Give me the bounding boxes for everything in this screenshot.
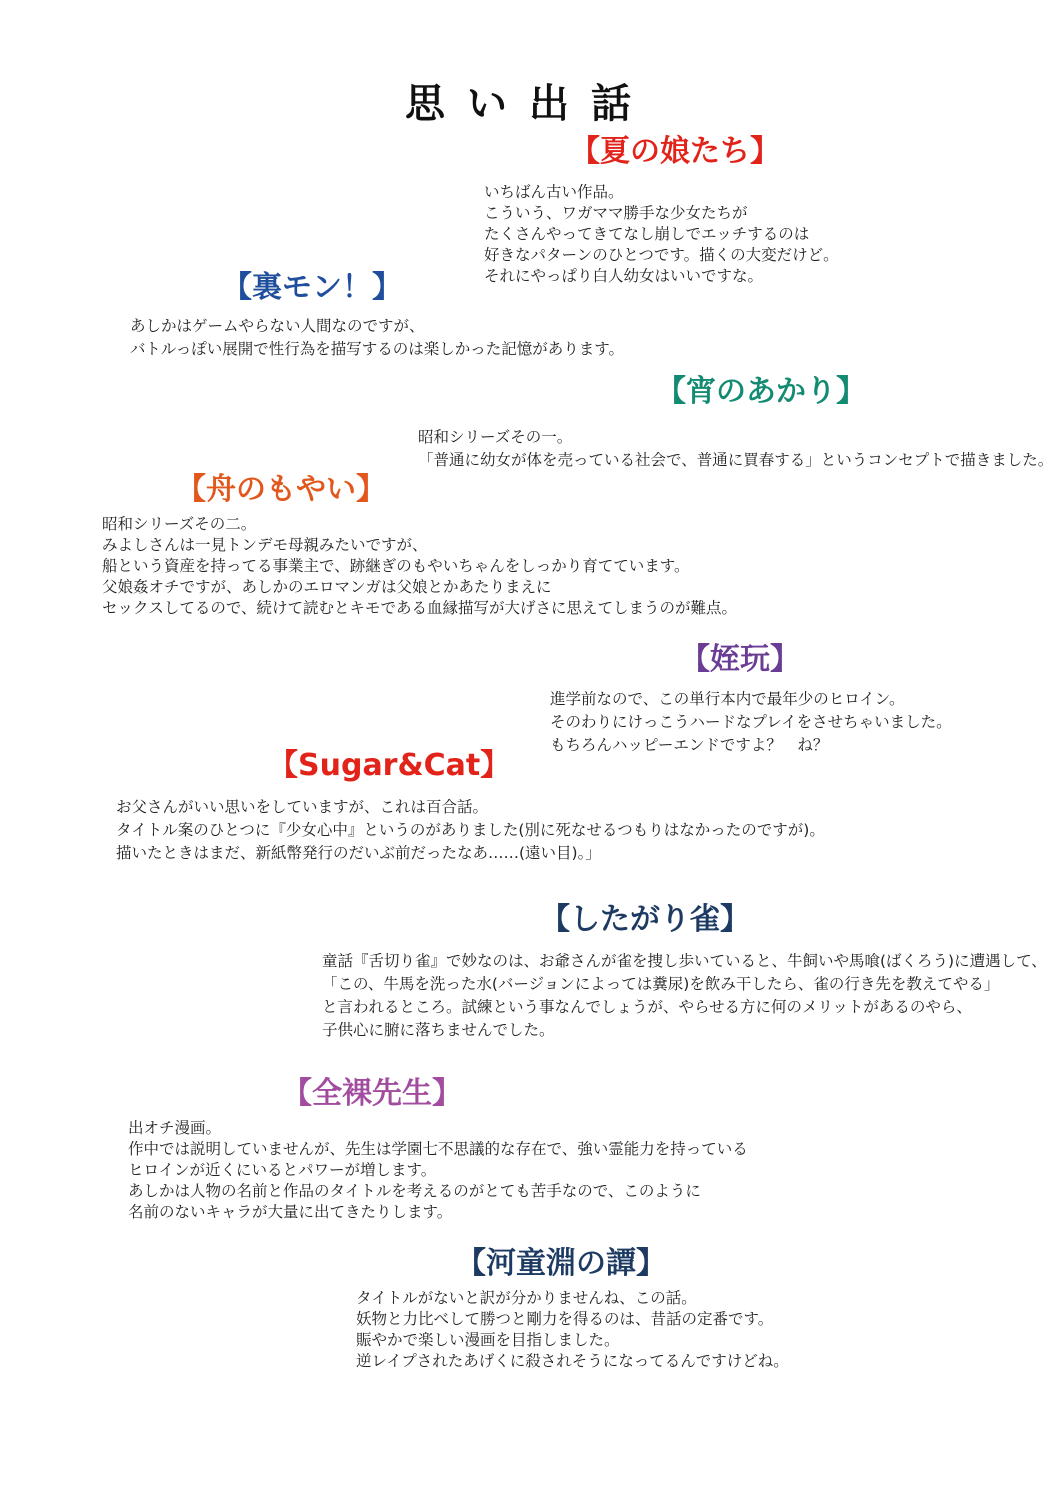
body-line: 「この、牛馬を洗った水(バージョンによっては糞尿)を飲み干したら、雀の行き先を教えてやる」 [322, 975, 1000, 993]
section-body-shitagari-suzume [322, 950, 1047, 1042]
body-line: お父さんがいい思いをしていますが、これは百合話。 [116, 798, 489, 816]
body-line: 童話『舌切り雀』で妙なのは、お爺さんが雀を捜し歩いていると、牛飼いや馬喰(ばくろう)に遭遇して、 [322, 952, 1047, 970]
section-heading-fune-no-moyai: 【舟のもやい】 [176, 472, 386, 507]
section-heading-natsu-no-musumetachi: 【夏の娘たち】 [570, 134, 780, 169]
body-line: たくさんやってきてなし崩しでエッチするのは [484, 225, 810, 243]
body-line: 出オチ漫画。 [128, 1119, 222, 1137]
body-line: 逆レイプされたあげくに殺されそうになってるんですけどね。 [356, 1352, 789, 1370]
body-line: こういう、ワガママ勝手な少女たちが [484, 204, 748, 222]
body-line: あしかはゲームやらない人間なのですが、 [130, 317, 425, 335]
section-body-natsu-no-musumetachi [484, 182, 839, 287]
section-body-fune-no-moyai [102, 514, 737, 619]
body-line: あしかは人物の名前と作品のタイトルを考えるのがとても苦手なので、このように [128, 1182, 701, 1200]
body-line: タイトル案のひとつに『少女心中』というのがありました(別に死なせるつもりはなかったのですが)。 [116, 821, 825, 839]
body-line: 賑やかで楽しい漫画を目指しました。 [356, 1331, 620, 1349]
body-line: ヒロインが近くにいるとパワーが増します。 [128, 1161, 437, 1179]
section-body-yoi-no-akari [418, 426, 1053, 472]
body-line: バトルっぽい展開で性行為を描写するのは楽しかった記憶があります。 [130, 340, 624, 358]
section-heading-ura-mon: 【裏モン！】 [222, 270, 402, 305]
body-line: 船という資産を持ってる事業主で、跡継ぎのもやいちゃんをしっかり育てています。 [102, 557, 690, 575]
section-heading-zenra-sensei: 【全裸先生】 [282, 1076, 462, 1111]
body-line: みよしさんは一見トンデモ母親みたいですが、 [102, 536, 428, 554]
section-heading-kappabuchi-no-tan: 【河童淵の譚】 [456, 1246, 666, 1281]
body-line: それにやっぱり白人幼女はいいですな。 [484, 267, 764, 285]
body-line: タイトルがないと訳が分かりませんね、この話。 [356, 1289, 697, 1307]
body-line: 昭和シリーズその一。 [418, 428, 573, 446]
section-heading-meigan: 【姪玩】 [680, 642, 800, 677]
body-line: 「普通に幼女が体を売っている社会で、普通に買春する」というコンセプトで描きました。 [418, 451, 1054, 469]
body-line: 父娘姦オチですが、あしかのエロマンガは父娘とかあたりまえに [102, 578, 552, 596]
body-line: 進学前なので、この単行本内で最年少のヒロイン。 [550, 690, 905, 708]
section-heading-sugar-and-cat: 【Sugar&Cat】 [268, 748, 511, 783]
body-line: 子供心に腑に落ちませんでした。 [322, 1021, 555, 1039]
section-heading-shitagari-suzume: 【したがり雀】 [540, 902, 750, 937]
section-body-sugar-and-cat [116, 796, 825, 865]
body-line: 描いたときはまだ、新紙幣発行のだいぶ前だったなあ……(遠い目)。」 [116, 844, 601, 862]
section-body-kappabuchi-no-tan [356, 1288, 789, 1372]
body-line: 作中では説明していませんが、先生は学園七不思議的な存在で、強い霊能力を持っている [128, 1140, 748, 1158]
body-line: 妖物と力比べして勝つと剛力を得るのは、昔話の定番です。 [356, 1310, 774, 1328]
body-line: そのわりにけっこうハードなプレイをさせちゃいました。 [550, 713, 952, 731]
section-body-ura-mon [130, 315, 624, 361]
body-line: 昭和シリーズその二。 [102, 515, 257, 533]
body-line: 名前のないキャラが大量に出てきたりします。 [128, 1203, 453, 1221]
section-body-meigan [550, 688, 952, 757]
body-line: セックスしてるので、続けて読むとキモである血縁描写が大げさに思えてしまうのが難点。 [102, 599, 738, 617]
section-body-zenra-sensei [128, 1118, 748, 1223]
body-line: いちばん古い作品。 [484, 183, 624, 201]
body-line: と言われるところ。試練という事なんでしょうが、やらせる方に何のメリットがあるのやら、 [322, 998, 972, 1016]
body-line: 好きなパターンのひとつです。描くの大変だけど。 [484, 246, 839, 264]
section-heading-yoi-no-akari: 【宵のあかり】 [656, 374, 866, 409]
body-line: もちろんハッピーエンドですよ？ ね？ [550, 736, 829, 754]
page-title: 思い出話 [405, 81, 653, 127]
